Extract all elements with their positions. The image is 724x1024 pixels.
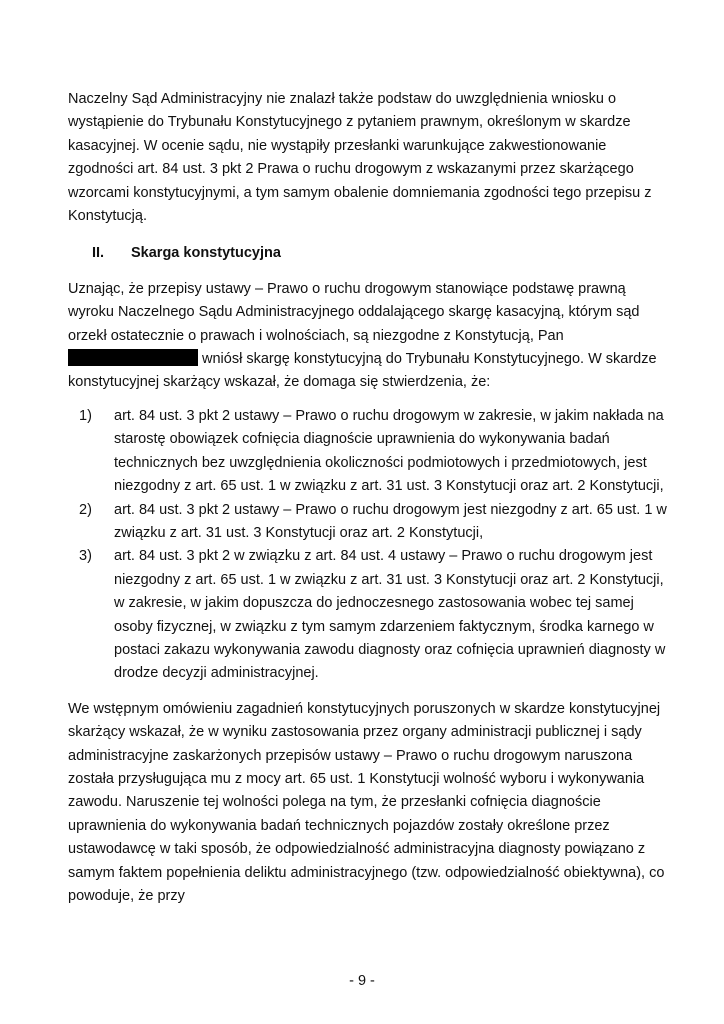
list-item-text: art. 84 ust. 3 pkt 2 ustawy – Prawo o ruchu drogowym w zakresie, w jakim nakłada na starostę obowiązek cofnięcia diagnoście uprawnienia do wykonywania badań technicznych bez uwzględnienia okoliczności podmiotowych i przedmiotowych, jest niezgodny z art. 65 ust. 1 w związku z art. 31 ust. 3 Konstytucji oraz art. 2 Konstytucji,: [114, 407, 664, 495]
redacted-name-block: [68, 349, 198, 366]
list-item-marker: 3): [79, 548, 92, 565]
section-title: Skarga konstytucyjna: [131, 245, 281, 262]
list-item-marker: 2): [79, 501, 92, 518]
list-item: [68, 545, 668, 685]
page-number: - 9 -: [349, 973, 375, 989]
section-number: II.: [92, 245, 105, 262]
list-item: [68, 405, 668, 499]
paragraph-complaint-end: wniósł skargę konstytucyjną do Trybunału Konstytucyjnego. W skardze konstytucyjnej skarżący wskazał, że domaga się stwierdzenia, że:: [68, 351, 657, 391]
list-item-text: art. 84 ust. 3 pkt 2 ustawy – Prawo o ruchu drogowym jest niezgodny z art. 65 ust. 1 w związku z art. 31 ust. 3 Konstytucji oraz art. 2 Konstytucji,: [114, 501, 667, 541]
list-item-marker: 1): [79, 407, 92, 424]
list-item-text: art. 84 ust. 3 pkt 2 w związku z art. 84 ust. 4 ustawy – Prawo o ruchu drogowym jest niezgodny z art. 65 ust. 1 w związku z art. 31 ust. 3 Konstytucji oraz art. 2 Konstytucji, w zakresie, w jakim dopuszcza do jednoczesnego zastosowania wobec tej samej osoby fizycznej, w związku z tym samym zdarzeniem faktycznym, środka karnego w postaci zakazu wykonywania zawodu diagnosty oraz cofnięcia uprawnień diagnosty w drodze decyzji administracyjnej.: [114, 548, 666, 682]
paragraph-complaint: [68, 278, 668, 395]
list-item: [68, 499, 668, 546]
section-heading: [68, 242, 668, 265]
document-page: [68, 88, 668, 908]
paragraph-complaint-start: Uznając, że przepisy ustawy – Prawo o ruchu drogowym stanowiące podstawę prawną wyroku Naczelnego Sądu Administracyjnego oddalającego skargę kasacyjną, którym sąd orzekł ostatecznie o prawach i wolnościach, są niezgodne z Konstytucją, Pan: [68, 280, 640, 344]
claims-list: [68, 405, 668, 686]
paragraph-constitutional-issues: We wstępnym omówieniu zagadnień konstytucyjnych poruszonych w skardze konstytucyjnej skarżący wskazał, że w wyniku zastosowania przez organy administracji publicznej i sądy administracyjne zaskarżonych przepisów ustawy – Prawo o ruchu drogowym naruszona została przysługująca mu z mocy art. 65 ust. 1 Konstytucji wolność wyboru i wykonywania zawodu. Naruszenie tej wolności polega na tym, że przesłanki cofnięcia diagnoście uprawnienia do wykonywania badań technicznych pojazdów zostały określone przez ustawodawcę w taki sposób, że odpowiedzialność administracyjna diagnosty powiązano z samym faktem popełnienia deliktu administracyjnego (tzw. odpowiedzialność obiektywna), co powoduje, że przy: [68, 700, 665, 904]
paragraph-nsa-decision: Naczelny Sąd Administracyjny nie znalazł także podstaw do uwzględnienia wniosku o wystąpienie do Trybunału Konstytucyjnego z pytaniem prawnym, określonym w skardze kasacyjnej. W ocenie sądu, nie wystąpiły przesłanki warunkujące zakwestionowanie zgodności art. 84 ust. 3 pkt 2 Prawa o ruchu drogowym z wskazanymi przez skarżącego wzorcami konstytucyjnymi, a tym samym obalenie domniemania zgodności tego przepisu z Konstytucją.: [68, 91, 652, 225]
